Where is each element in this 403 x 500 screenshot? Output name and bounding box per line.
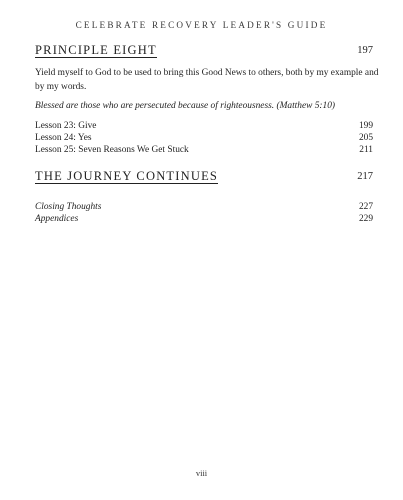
toc-entry-page: 205 [358, 133, 373, 143]
toc-entry[interactable] [35, 120, 373, 132]
section-page-journey-continues: 217 [357, 171, 373, 182]
toc-entry-page: 229 [358, 214, 373, 224]
section-title-principle-eight: PRINCIPLE EIGHT [35, 43, 157, 57]
toc-entry-label: Closing Thoughts [35, 202, 102, 212]
toc-entry-label: Appendices [35, 214, 79, 224]
toc-entry-label: Lesson 24: Yes [35, 133, 92, 143]
toc-entry[interactable] [35, 144, 373, 156]
toc-entry[interactable] [35, 213, 373, 225]
principle-statement: Yield myself to God to be used to bring this Good News to others, both by my example and by my words. [35, 68, 379, 92]
toc-entry[interactable] [35, 201, 373, 213]
lesson-list [35, 120, 373, 156]
toc-entry-page: 227 [358, 202, 373, 212]
section-title-journey-continues: THE JOURNEY CONTINUES [35, 169, 219, 183]
journey-list [35, 201, 373, 225]
toc-entry[interactable] [35, 132, 373, 144]
toc-entry-page: 199 [358, 121, 373, 131]
running-head: CELEBRATE RECOVERY LEADER'S GUIDE [75, 20, 328, 30]
page-number: viii [195, 468, 208, 478]
toc-entry-label: Lesson 25: Seven Reasons We Get Stuck [35, 145, 189, 155]
section-page-principle-eight: 197 [357, 45, 373, 56]
toc-entry-label: Lesson 23: Give [35, 121, 97, 131]
principle-verse: Blessed are those who are persecuted because of righteousness. (Matthew 5:10) [35, 101, 336, 111]
toc-entry-page: 211 [359, 145, 373, 155]
